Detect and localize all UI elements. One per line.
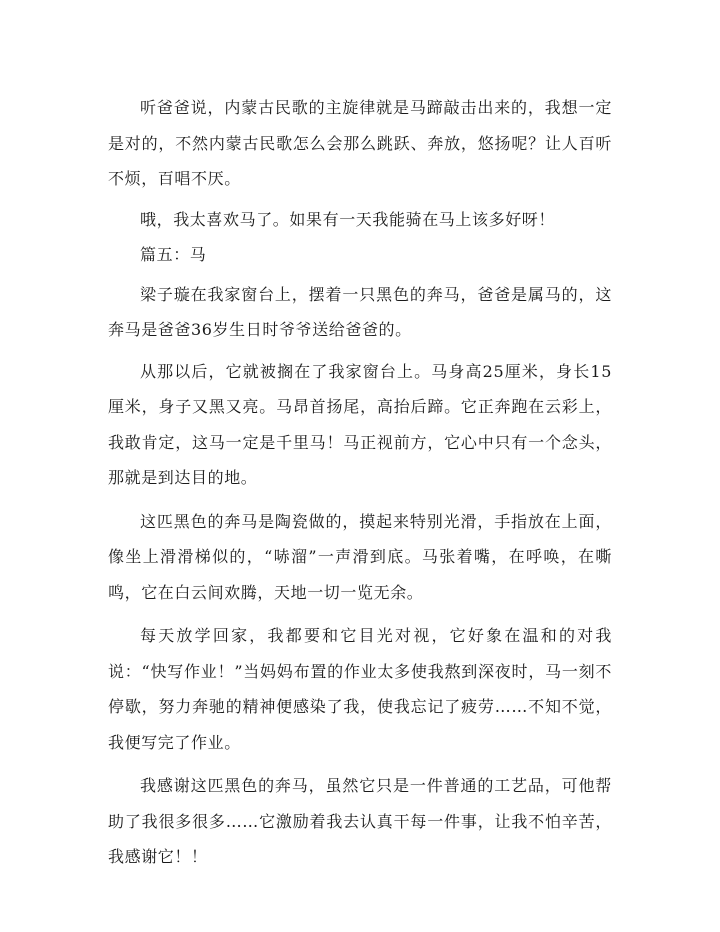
- paragraph-inner-mongolia-folk-song: 听爸爸说，内蒙古民歌的主旋律就是马蹄敲击出来的，我想一定是对的，不然内蒙古民歌怎么会那么跳跃、奔放，悠扬呢？让人百听不烦，百唱不厌。: [108, 98, 612, 188]
- paragraph-homework: 每天放学回家，我都要和它目光对视，它好象在温和的对我说：“快写作业！”当妈妈布置的作业太多使我熬到深夜时，马一刻不停歇，努力奔驰的精神便感染了我，使我忘记了疲劳……不知不觉，我便写完了作业。: [108, 626, 612, 752]
- paragraph-gratitude: 我感谢这匹黑色的奔马，虽然它只是一件普通的工艺品，可他帮助了我很多很多……它激励着我去认真干每一件事，让我不怕辛苦，我感谢它！！: [108, 776, 612, 866]
- document-page: [108, 90, 612, 875]
- paragraph-love-horses: 哦，我太喜欢马了。如果有一天我能骑在马上该多好呀！: [140, 209, 556, 229]
- paragraph-horse-description: 从那以后，它就被搁在了我家窗台上。马身高25厘米，身长15厘米，身子又黑又亮。马昂首扬尾，高抬后蹄。它正奔跑在云彩上，我敢肯定，这马一定是千里马！马正视前方，它心中只有一个念头，那就是到达目的地。: [108, 361, 612, 487]
- section-heading: 篇五：马: [140, 245, 207, 264]
- paragraph-black-horse-intro: 梁子璇在我家窗台上，摆着一只黑色的奔马，爸爸是属马的，这奔马是爸爸36岁生日时爷爷送给爸爸的。: [108, 284, 612, 339]
- paragraph-porcelain-horse: 这匹黑色的奔马是陶瓷做的，摸起来特别光滑，手指放在上面，像坐上滑滑梯似的，“哧溜”一声滑到底。马张着嘴，在呼唤，在嘶鸣，它在白云间欢腾，天地一切一览无余。: [108, 511, 612, 602]
